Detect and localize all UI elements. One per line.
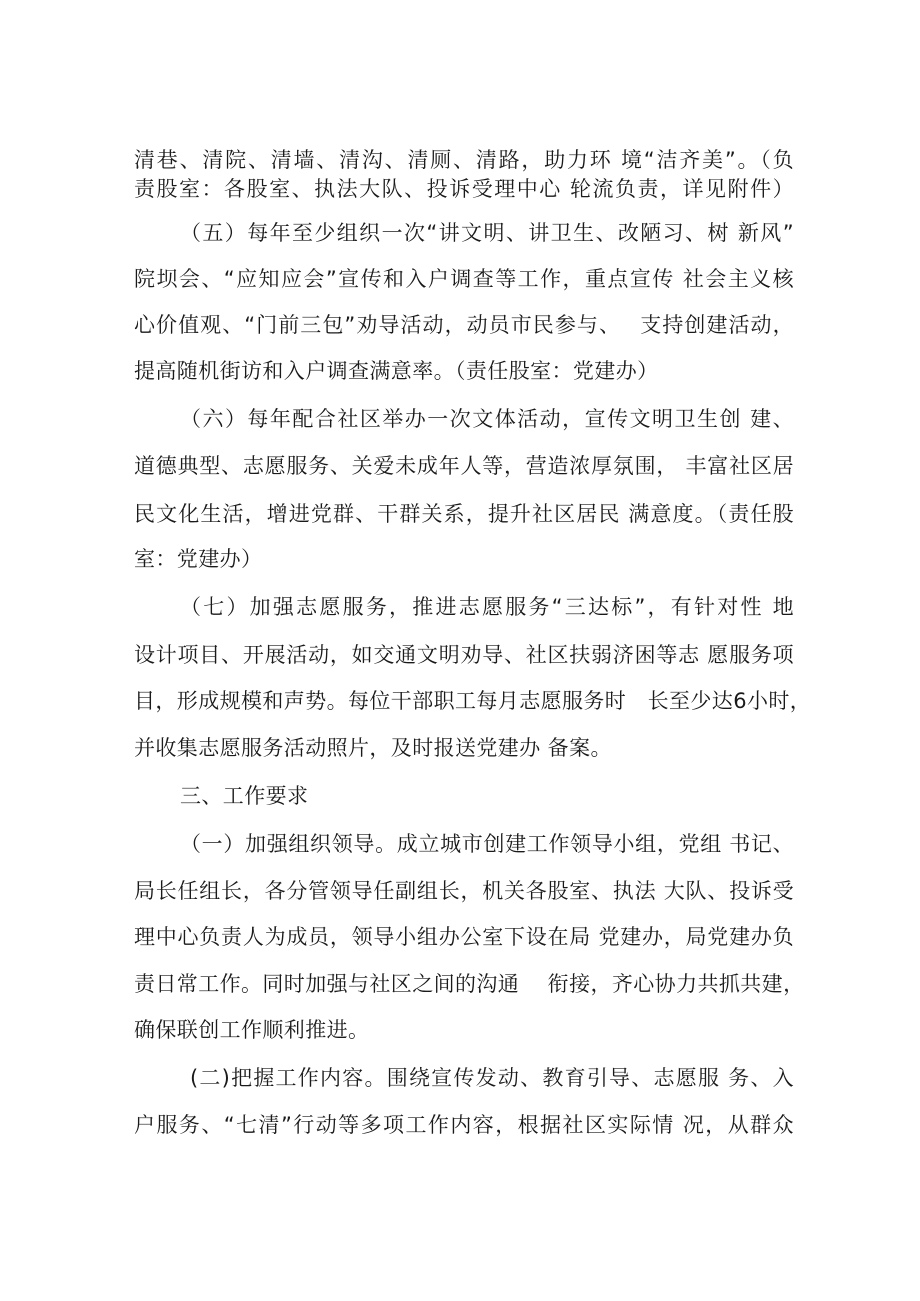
section-three-heading: 三、工作要求 bbox=[180, 784, 309, 808]
text-line: 并收集志愿服务活动照片，及时报送党建办 备案。 bbox=[134, 736, 612, 760]
text-line: 心价值观、“门前三包”劝导活动，动员市民参与、 支持创建活动， bbox=[134, 313, 794, 337]
text-line: 院坝会、“应知应会”宣传和入户调查等工作，重点宣传 社会主义核 bbox=[134, 267, 794, 291]
text-line: 提高随机街访和入户调查满意率。（责任股室：党建办） bbox=[134, 359, 659, 383]
text-line: 户服务、“七清”行动等多项工作内容，根据社区实际情 况，从群众 bbox=[134, 1113, 794, 1137]
paragraph-seven-heading: （七）加强志愿服务，推进志愿服务“三达标”，有针对性 地 bbox=[180, 595, 794, 619]
text-line: 民文化生活，增进党群、干群关系，提升社区居民 满意度。（责任股 bbox=[134, 502, 794, 526]
text-line: 室：党建办） bbox=[134, 547, 263, 571]
text-line: 责日常工作。同时加强与社区之间的沟通 衔接，齐心协力共抓共建， bbox=[134, 972, 805, 996]
text-line: 设计项目、开展活动，如交通文明劝导、社区扶弱济困等志 愿服务项 bbox=[134, 643, 794, 667]
paragraph-five-heading: （五）每年至少组织一次“讲文明、讲卫生、改陋习、树 新风” bbox=[180, 221, 794, 245]
text-line: 局长任组长，各分管领导任副组长，机关各股室、执法 大队、投诉受 bbox=[134, 879, 794, 903]
text-line: 确保联创工作顺利推进。 bbox=[134, 1018, 370, 1042]
text-line: 目，形成规模和声势。每位干部职工每月志愿服务时 长至少达6小时， bbox=[134, 689, 812, 713]
text-line: 清巷、清院、清墙、清沟、清厕、清路，助力环 境“洁齐美”。（负 bbox=[134, 148, 794, 172]
text-line: 道德典型、志愿服务、关爱未成年人等，营造浓厚氛围， 丰富社区居 bbox=[134, 454, 794, 478]
paragraph-six-heading: （六）每年配合社区举办一次文体活动，宣传文明卫生创 建、 bbox=[180, 407, 794, 431]
requirement-one-heading: （一）加强组织领导。成立城市创建工作领导小组，党组 书记、 bbox=[180, 832, 794, 856]
requirement-two-heading: (二)把握工作内容。围绕宣传发动、教育引导、志愿服 务、入 bbox=[190, 1066, 794, 1090]
text-line: 责股室：各股室、执法大队、投诉受理中心 轮流负责，详见附件） bbox=[134, 177, 794, 201]
text-line: 理中心负责人为成员，领导小组办公室下设在局 党建办，局党建办负 bbox=[134, 925, 794, 949]
